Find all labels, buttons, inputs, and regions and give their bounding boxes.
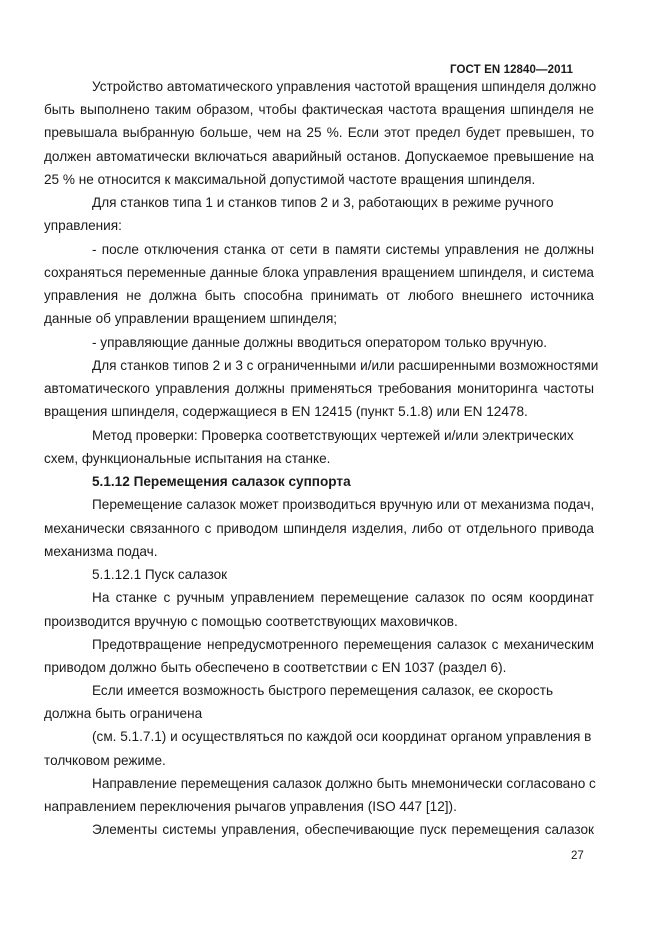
text-line: превышала выбранную больше, чем на 25 %. Если этот предел будет превышен, то [44,125,594,140]
section-heading: 5.1.12 Перемещения салазок суппорта [92,474,351,489]
text-line: сохраняться переменные данные блока управления вращением шпинделя, и система [44,265,594,280]
text-line: управления: [44,218,122,233]
text-line: схем, функциональные испытания на станке. [44,451,331,466]
standard-header: ГОСТ EN 12840—2011 [450,64,573,76]
text-line: Метод проверки: Проверка соответствующих чертежей и/или электрических [92,428,574,443]
text-line: Перемещение салазок может производиться вручную или от механизма подач, [92,497,595,512]
text-line: Элементы системы управления, обеспечивающие пуск перемещения салазок [92,822,594,837]
text-line: быть выполнено таким образом, чтобы фактическая частота вращения шпинделя не [44,102,594,117]
text-line: Направление перемещения салазок должно быть мнемонически согласовано с [92,776,596,791]
text-line: Если имеется возможность быстрого перемещения салазок, ее скорость [92,683,554,698]
text-line: - управляющие данные должны вводиться оператором только вручную. [92,335,548,350]
text-line: направлением переключения рычагов управления (ISO 447 [12]). [44,799,457,814]
text-line: 25 % не относится к максимальной допустимой частоте вращения шпинделя. [44,172,536,187]
text-line: Устройство автоматического управления частотой вращения шпинделя должно [92,79,597,94]
text-line: Предотвращение непредусмотренного перемещения салазок с механическим [92,637,594,652]
text-line: На станке с ручным управлением перемещение салазок по осям координат [92,590,594,605]
text-line: приводом должно быть обеспечено в соответствии с EN 1037 (раздел 6). [44,660,507,675]
text-line: вращения шпинделя, содержащиеся в EN 12415 (пункт 5.1.8) или EN 12478. [44,404,528,419]
text-line: должен автоматически включаться аварийный останов. Допускаемое превышение на [44,149,594,164]
text-line: автоматического управления должны применяться требования мониторинга частоты [44,381,594,396]
text-line: механизма подач. [44,544,158,559]
text-line: толчковом режиме. [44,753,166,768]
text-line: должна быть ограничена [44,706,203,721]
text-line: Для станков типов 2 и 3 с ограниченными и/или расширенными возможностями [92,358,599,373]
text-line: (см. 5.1.7.1) и осуществляться по каждой оси координат органом управления в [92,729,592,744]
subsection-heading: 5.1.12.1 Пуск салазок [92,567,228,582]
text-line: - после отключения станка от сети в памяти системы управления не должны [92,242,594,257]
text-line: данные об управлении вращением шпинделя; [44,311,338,326]
text-line: управления не должна быть способна принимать от любого внешнего источника [44,288,594,303]
text-line: Для станков типа 1 и станков типов 2 и 3, работающих в режиме ручного [92,195,554,210]
page-number: 27 [571,850,584,862]
text-line: производится вручную с помощью соответствующих маховичков. [44,614,458,629]
text-line: механически связанного с приводом шпинделя изделия, либо от отдельного привода [44,521,594,536]
